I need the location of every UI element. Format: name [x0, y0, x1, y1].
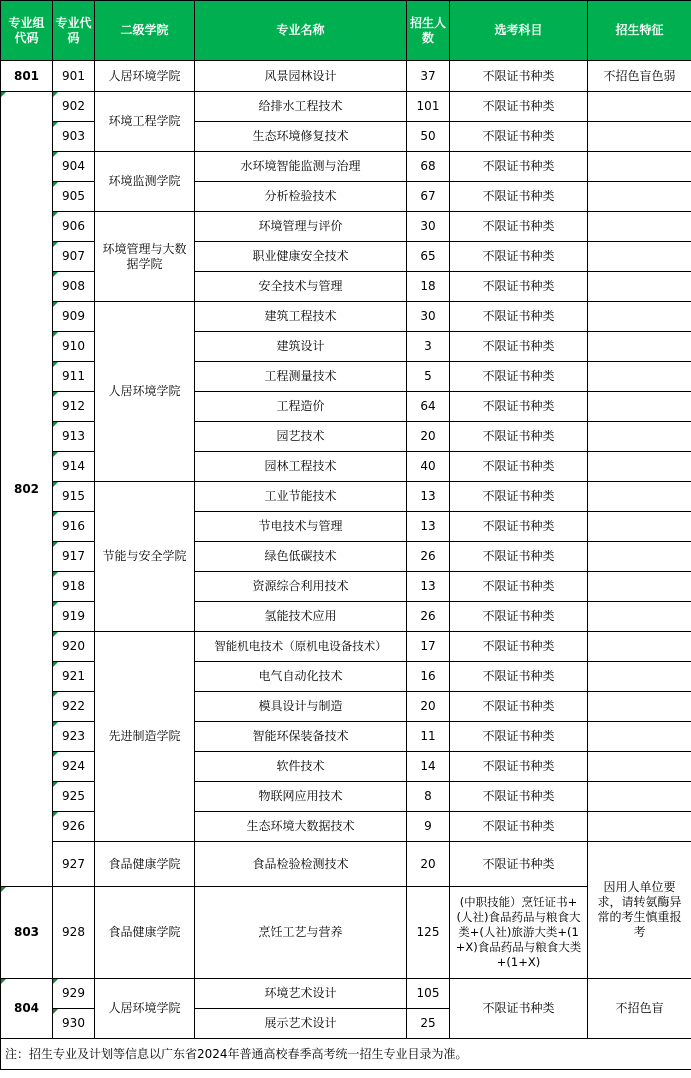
subject-cell: 不限证书种类: [450, 452, 588, 482]
major-name-cell: 展示艺术设计: [195, 1009, 407, 1039]
major-code-cell: 920: [53, 632, 95, 662]
major-code-cell: 902: [53, 92, 95, 122]
major-name-cell: 智能环保装备技术: [195, 722, 407, 752]
enrollment-cell: 50: [407, 122, 450, 152]
college-cell: 人居环境学院: [95, 979, 195, 1039]
subject-cell: 不限证书种类: [450, 782, 588, 812]
subject-cell: 不限证书种类: [450, 212, 588, 242]
subject-cell: 不限证书种类: [450, 692, 588, 722]
subject-cell: 不限证书种类: [450, 632, 588, 662]
enrollment-cell: 25: [407, 1009, 450, 1039]
major-name-cell: 生态环境大数据技术: [195, 812, 407, 842]
major-name-cell: 食品检验检测技术: [195, 842, 407, 887]
feature-cell: [588, 722, 691, 752]
major-code-cell: 901: [53, 61, 95, 92]
enrollment-cell: 105: [407, 979, 450, 1009]
college-cell: 节能与安全学院: [95, 482, 195, 632]
major-name-cell: 园林工程技术: [195, 452, 407, 482]
major-name-cell: 电气自动化技术: [195, 662, 407, 692]
subject-cell: 不限证书种类: [450, 92, 588, 122]
college-cell: 食品健康学院: [95, 887, 195, 979]
enrollment-cell: 13: [407, 482, 450, 512]
college-cell: 环境管理与大数据学院: [95, 212, 195, 302]
group-code-cell: 804: [1, 979, 53, 1039]
feature-cell: [588, 122, 691, 152]
subject-cell: 不限证书种类: [450, 272, 588, 302]
subject-cell: 不限证书种类: [450, 242, 588, 272]
major-name-cell: 生态环境修复技术: [195, 122, 407, 152]
table-row: [1, 61, 691, 92]
college-cell: 人居环境学院: [95, 302, 195, 482]
subject-cell: 不限证书种类: [450, 422, 588, 452]
major-name-cell: 氢能技术应用: [195, 602, 407, 632]
major-name-cell: 资源综合利用技术: [195, 572, 407, 602]
major-name-cell: 物联网应用技术: [195, 782, 407, 812]
major-name-cell: 园艺技术: [195, 422, 407, 452]
major-code-cell: 905: [53, 182, 95, 212]
table-row: [1, 92, 691, 122]
table-row: [1, 302, 691, 332]
enrollment-cell: 101: [407, 92, 450, 122]
major-code-cell: 913: [53, 422, 95, 452]
table-row: [1, 979, 691, 1009]
major-name-cell: 软件技术: [195, 752, 407, 782]
major-code-cell: 926: [53, 812, 95, 842]
group-code-cell: 803: [1, 887, 53, 979]
major-name-cell: 建筑工程技术: [195, 302, 407, 332]
enrollment-cell: 37: [407, 61, 450, 92]
feature-cell: [588, 362, 691, 392]
enrollment-cell: 8: [407, 782, 450, 812]
enrollment-cell: 26: [407, 602, 450, 632]
major-name-cell: 水环境智能监测与治理: [195, 152, 407, 182]
feature-cell: [588, 332, 691, 362]
major-code-cell: 907: [53, 242, 95, 272]
major-name-cell: 智能机电技术（原机电设备技术）: [195, 632, 407, 662]
enrollment-cell: 125: [407, 887, 450, 979]
header-major-code: 专业代码: [53, 1, 95, 61]
major-name-cell: 工业节能技术: [195, 482, 407, 512]
enrollment-cell: 3: [407, 332, 450, 362]
subject-cell: 不限证书种类: [450, 662, 588, 692]
major-code-cell: 903: [53, 122, 95, 152]
subject-cell: 不限证书种类: [450, 752, 588, 782]
feature-cell: [588, 632, 691, 662]
enrollment-cell: 67: [407, 182, 450, 212]
enrollment-cell: 68: [407, 152, 450, 182]
major-name-cell: 给排水工程技术: [195, 92, 407, 122]
enrollment-cell: 9: [407, 812, 450, 842]
feature-cell: [588, 272, 691, 302]
subject-cell: 不限证书种类: [450, 482, 588, 512]
table-row: [1, 212, 691, 242]
enrollment-cell: 26: [407, 542, 450, 572]
feature-cell: [588, 152, 691, 182]
major-name-cell: 工程测量技术: [195, 362, 407, 392]
major-code-cell: 922: [53, 692, 95, 722]
enrollment-cell: 64: [407, 392, 450, 422]
major-code-cell: 918: [53, 572, 95, 602]
subject-cell: (中职技能）烹饪证书+(人社)食品药品与粮食大类+(人社)旅游大类+(1+X)食品药品与粮食大类+(1+X): [450, 887, 588, 979]
feature-cell: [588, 452, 691, 482]
college-cell: 人居环境学院: [95, 61, 195, 92]
feature-cell: [588, 752, 691, 782]
feature-cell: [588, 542, 691, 572]
major-name-cell: 节电技术与管理: [195, 512, 407, 542]
major-name-cell: 安全技术与管理: [195, 272, 407, 302]
feature-cell: [588, 662, 691, 692]
major-code-cell: 928: [53, 887, 95, 979]
enrollment-cell: 65: [407, 242, 450, 272]
table-row: [1, 632, 691, 662]
major-name-cell: 风景园林设计: [195, 61, 407, 92]
group-code-cell: 801: [1, 61, 53, 92]
enrollment-cell: 13: [407, 512, 450, 542]
enrollment-cell: 30: [407, 212, 450, 242]
feature-cell: [588, 692, 691, 722]
major-code-cell: 910: [53, 332, 95, 362]
header-major-name: 专业名称: [195, 1, 407, 61]
major-code-cell: 909: [53, 302, 95, 332]
enrollment-cell: 13: [407, 572, 450, 602]
major-name-cell: 建筑设计: [195, 332, 407, 362]
major-code-cell: 930: [53, 1009, 95, 1039]
major-code-cell: 915: [53, 482, 95, 512]
subject-cell: 不限证书种类: [450, 542, 588, 572]
college-cell: 环境工程学院: [95, 92, 195, 152]
major-code-cell: 917: [53, 542, 95, 572]
major-code-cell: 927: [53, 842, 95, 887]
subject-cell: 不限证书种类: [450, 722, 588, 752]
feature-cell: 因用人单位要求，请转氨酶异常的考生慎重报考: [588, 842, 691, 979]
enrollment-cell: 11: [407, 722, 450, 752]
footnote: 注：招生专业及计划等信息以广东省2024年普通高校春季高考统一招生专业目录为准。: [1, 1039, 691, 1070]
subject-cell: 不限证书种类: [450, 152, 588, 182]
header-enrollment: 招生人数: [407, 1, 450, 61]
feature-cell: 不招色盲: [588, 979, 691, 1039]
major-name-cell: 模具设计与制造: [195, 692, 407, 722]
major-code-cell: 911: [53, 362, 95, 392]
subject-cell: 不限证书种类: [450, 979, 588, 1039]
major-code-cell: 923: [53, 722, 95, 752]
enrollment-cell: 17: [407, 632, 450, 662]
enrollment-cell: 30: [407, 302, 450, 332]
major-code-cell: 906: [53, 212, 95, 242]
major-name-cell: 职业健康安全技术: [195, 242, 407, 272]
header-college: 二级学院: [95, 1, 195, 61]
feature-cell: [588, 212, 691, 242]
feature-cell: [588, 812, 691, 842]
feature-cell: 不招色盲色弱: [588, 61, 691, 92]
enrollment-cell: 20: [407, 692, 450, 722]
table-row: [1, 842, 691, 887]
feature-cell: [588, 242, 691, 272]
subject-cell: 不限证书种类: [450, 392, 588, 422]
major-name-cell: 烹饪工艺与营养: [195, 887, 407, 979]
major-name-cell: 环境管理与评价: [195, 212, 407, 242]
feature-cell: [588, 512, 691, 542]
college-cell: 环境监测学院: [95, 152, 195, 212]
note-row: [1, 1039, 691, 1070]
table-row: [1, 887, 691, 979]
header-row: [1, 1, 691, 61]
enrollment-cell: 40: [407, 452, 450, 482]
major-code-cell: 924: [53, 752, 95, 782]
major-code-cell: 916: [53, 512, 95, 542]
major-code-cell: 925: [53, 782, 95, 812]
major-name-cell: 环境艺术设计: [195, 979, 407, 1009]
subject-cell: 不限证书种类: [450, 332, 588, 362]
feature-cell: [588, 92, 691, 122]
feature-cell: [588, 422, 691, 452]
enrollment-cell: 18: [407, 272, 450, 302]
table-row: [1, 152, 691, 182]
feature-cell: [588, 392, 691, 422]
enrollment-cell: 5: [407, 362, 450, 392]
college-cell: 食品健康学院: [95, 842, 195, 887]
enrollment-cell: 20: [407, 842, 450, 887]
enrollment-cell: 20: [407, 422, 450, 452]
subject-cell: 不限证书种类: [450, 812, 588, 842]
header-features: 招生特征: [588, 1, 691, 61]
college-cell: 先进制造学院: [95, 632, 195, 842]
feature-cell: [588, 182, 691, 212]
major-name-cell: 工程造价: [195, 392, 407, 422]
enrollment-cell: 14: [407, 752, 450, 782]
major-name-cell: 分析检验技术: [195, 182, 407, 212]
subject-cell: 不限证书种类: [450, 602, 588, 632]
major-code-cell: 921: [53, 662, 95, 692]
subject-cell: 不限证书种类: [450, 362, 588, 392]
header-group-code: 专业组代码: [1, 1, 53, 61]
major-code-cell: 914: [53, 452, 95, 482]
subject-cell: 不限证书种类: [450, 302, 588, 332]
major-code-cell: 912: [53, 392, 95, 422]
major-name-cell: 绿色低碳技术: [195, 542, 407, 572]
major-code-cell: 908: [53, 272, 95, 302]
major-code-cell: 929: [53, 979, 95, 1009]
header-subjects: 选考科目: [450, 1, 588, 61]
subject-cell: 不限证书种类: [450, 572, 588, 602]
subject-cell: 不限证书种类: [450, 512, 588, 542]
major-code-cell: 919: [53, 602, 95, 632]
feature-cell: [588, 782, 691, 812]
subject-cell: 不限证书种类: [450, 182, 588, 212]
subject-cell: 不限证书种类: [450, 122, 588, 152]
feature-cell: [588, 602, 691, 632]
enrollment-cell: 16: [407, 662, 450, 692]
feature-cell: [588, 482, 691, 512]
feature-cell: [588, 572, 691, 602]
group-code-cell: 802: [1, 92, 53, 887]
table-row: [1, 482, 691, 512]
feature-cell: [588, 302, 691, 332]
major-code-cell: 904: [53, 152, 95, 182]
subject-cell: 不限证书种类: [450, 61, 588, 92]
subject-cell: 不限证书种类: [450, 842, 588, 887]
